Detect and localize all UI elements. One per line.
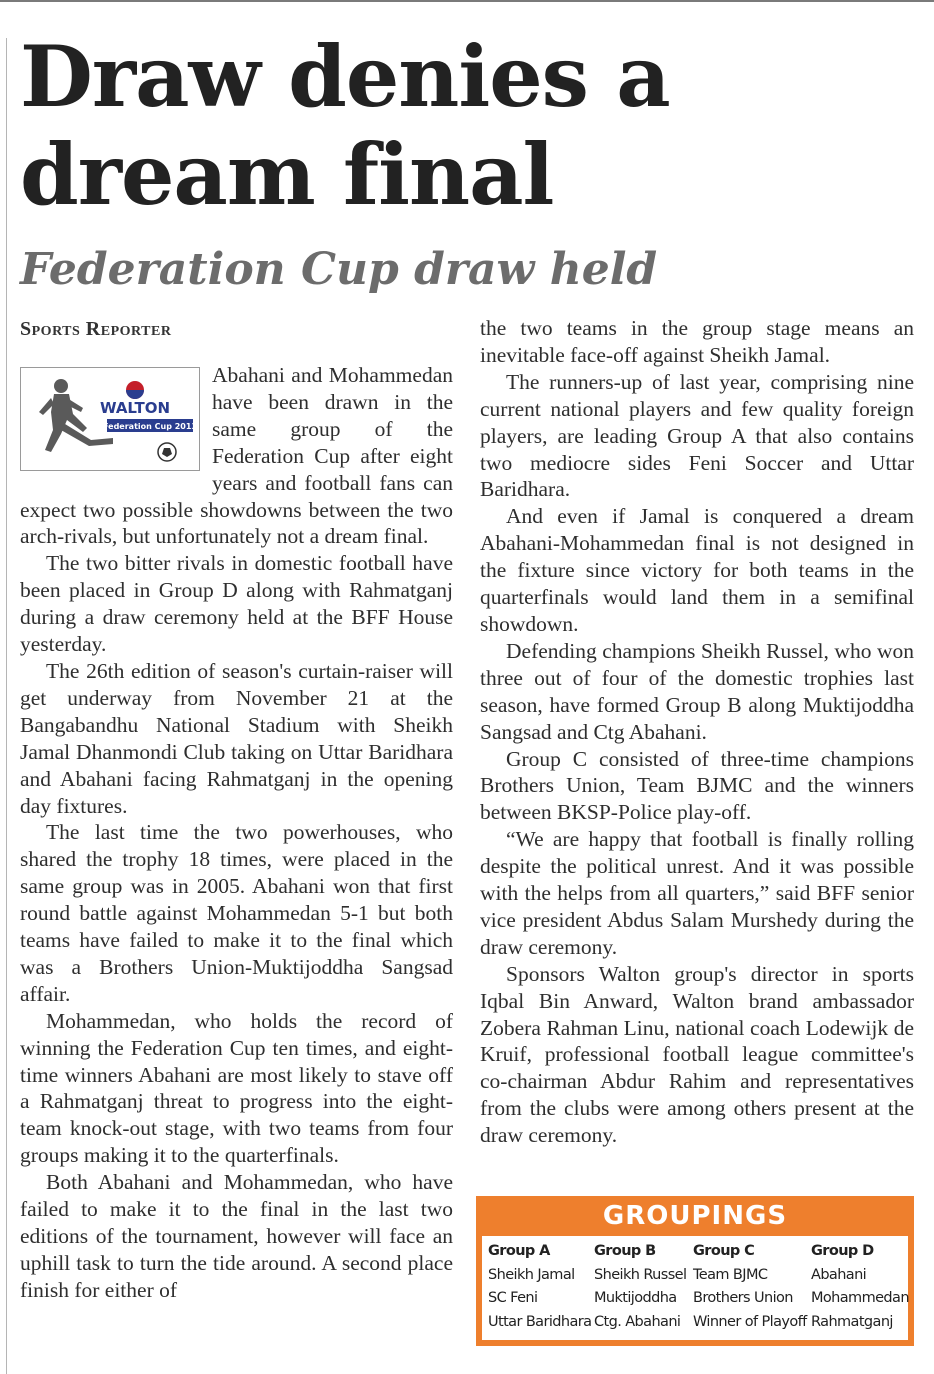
paragraph-6: The runners-up of last year, comprising nine current national players and few quality foreign players, are leading Group A that also contains two mediocre sides Feni Soccer and Uttar Baridhara. (480, 369, 914, 502)
headline-line-2: dream final (20, 125, 554, 224)
group-a-team: Sheikh Jamal (488, 1266, 575, 1283)
group-a-team: SC Feni (488, 1290, 538, 1306)
paragraph-3: The last time the two powerhouses, who shared the trophy 18 times, were placed in the same group was in 2005. Abahani won that first round battle against Mohammedan 5-1 but both teams have failed to make it to the final which was a Brothers Union-Muktijoddha Sangsad affair. (20, 820, 453, 1006)
paragraph-4: Mohammedan, who holds the record of winning the Federation Cup ten times, and eight-time winners Abahani are most likely to stave off a Rahmatganj threat to progress into the eight-team knock-out stage, with two teams from four groups making it to the quarterfinals. (20, 1008, 453, 1168)
group-b-heading: Group B (594, 1243, 656, 1259)
paragraph-10: “We are happy that football is finally rolling despite the political unrest. And it was possible with the helps from all quarters,” said BFF senior vice president Abdus Salam Murshedy during the draw ceremony. (480, 827, 914, 959)
group-c-heading: Group C (693, 1243, 755, 1259)
group-c-team: Team BJMC (693, 1266, 768, 1283)
page-left-rule (6, 38, 7, 1374)
byline: Sports Reporter (20, 318, 172, 340)
group-d-team: Abahani (811, 1266, 867, 1283)
logo-brand-text: WALTON (99, 399, 171, 417)
page-top-rule (0, 0, 934, 2)
group-a-heading: Group A (488, 1243, 550, 1259)
subheadline: Federation Cup draw held (20, 244, 658, 295)
groupings-title: GROUPINGS (602, 1201, 788, 1231)
headline (20, 28, 920, 224)
logo-caption-text: Federation Cup 2013 (103, 422, 197, 431)
article-column-2 (480, 315, 914, 1185)
paragraph-1: The two bitter rivals in domestic football have been placed in Group D along with Rahmatganj during a draw ceremony held at the BFF House yesterday. (20, 551, 453, 657)
footballer-icon (21, 368, 199, 470)
group-b-team: Muktijoddha (594, 1290, 677, 1306)
group-a-column (488, 1240, 591, 1334)
group-b-team: Ctg. Abahani (594, 1313, 681, 1330)
group-b-column (594, 1240, 686, 1334)
football-icon (158, 443, 176, 461)
groupings-table (482, 1236, 908, 1340)
continued-paragraph: the two teams in the group stage means an inevitable face-off against Sheikh Jamal. (480, 316, 914, 367)
group-b-team: Sheikh Russel (594, 1266, 687, 1283)
paragraph-8: Defending champions Sheikh Russel, who won three out of four of the domestic trophies last season, have formed Group B along Muktijoddha Sangsad and Ctg Abahani. (480, 638, 914, 744)
lead-paragraph: Abahani and Mohammedan have been drawn in the same group of the Federation Cup after eight years and football fans can expect two possible showdowns between the two arch-rivals, but unfortunately not a dream final. (20, 363, 453, 549)
headline-line-1: Draw denies a (20, 27, 670, 126)
group-d-column (811, 1240, 909, 1334)
walton-brand-mark (126, 381, 144, 399)
article-column-1 (20, 362, 453, 1362)
paragraph-7: And even if Jamal is conquered a dream Abahani-Mohammedan final is not designed in the fixture since victory for both teams in the quarterfinals would land them in a semifinal showdown. (480, 504, 914, 636)
group-c-team: Brothers Union (693, 1290, 793, 1306)
groupings-box (476, 1196, 914, 1346)
paragraph-5: Both Abahani and Mohammedan, who have failed to make it to the final in the last two editions of the tournament, however will face an uphill task to turn the tide around. A second place finish for either of (20, 1170, 453, 1302)
group-a-team: Uttar Baridhara (488, 1313, 592, 1330)
group-d-team: Mohammedan (811, 1290, 909, 1306)
group-c-column (693, 1240, 807, 1334)
paragraph-11: Sponsors Walton group's director in sports Iqbal Bin Anward, Walton brand ambassador Zobera Rahman Linu, national coach Lodewijk de Kruif, professional football league committee's co-chairman Abdur Rahim and representatives from the clubs were among others present at the draw ceremony. (480, 961, 914, 1148)
group-d-team: Rahmatganj (811, 1313, 893, 1330)
paragraph-2: The 26th edition of season's curtain-raiser will get underway from November 21 at the Bangabandhu National Stadium with Sheikh Jamal Dhanmondi Club taking on Uttar Baridhara and Abahani facing Rahmatganj in the opening day fixtures. (20, 658, 453, 818)
paragraph-9: Group C consisted of three-time champions Brothers Union, Team BJMC and the winners between BKSP-Police play-off. (480, 746, 914, 825)
walton-federation-cup-logo (20, 367, 200, 471)
group-d-heading: Group D (811, 1243, 874, 1259)
group-c-team: Winner of Playoff (693, 1313, 807, 1330)
